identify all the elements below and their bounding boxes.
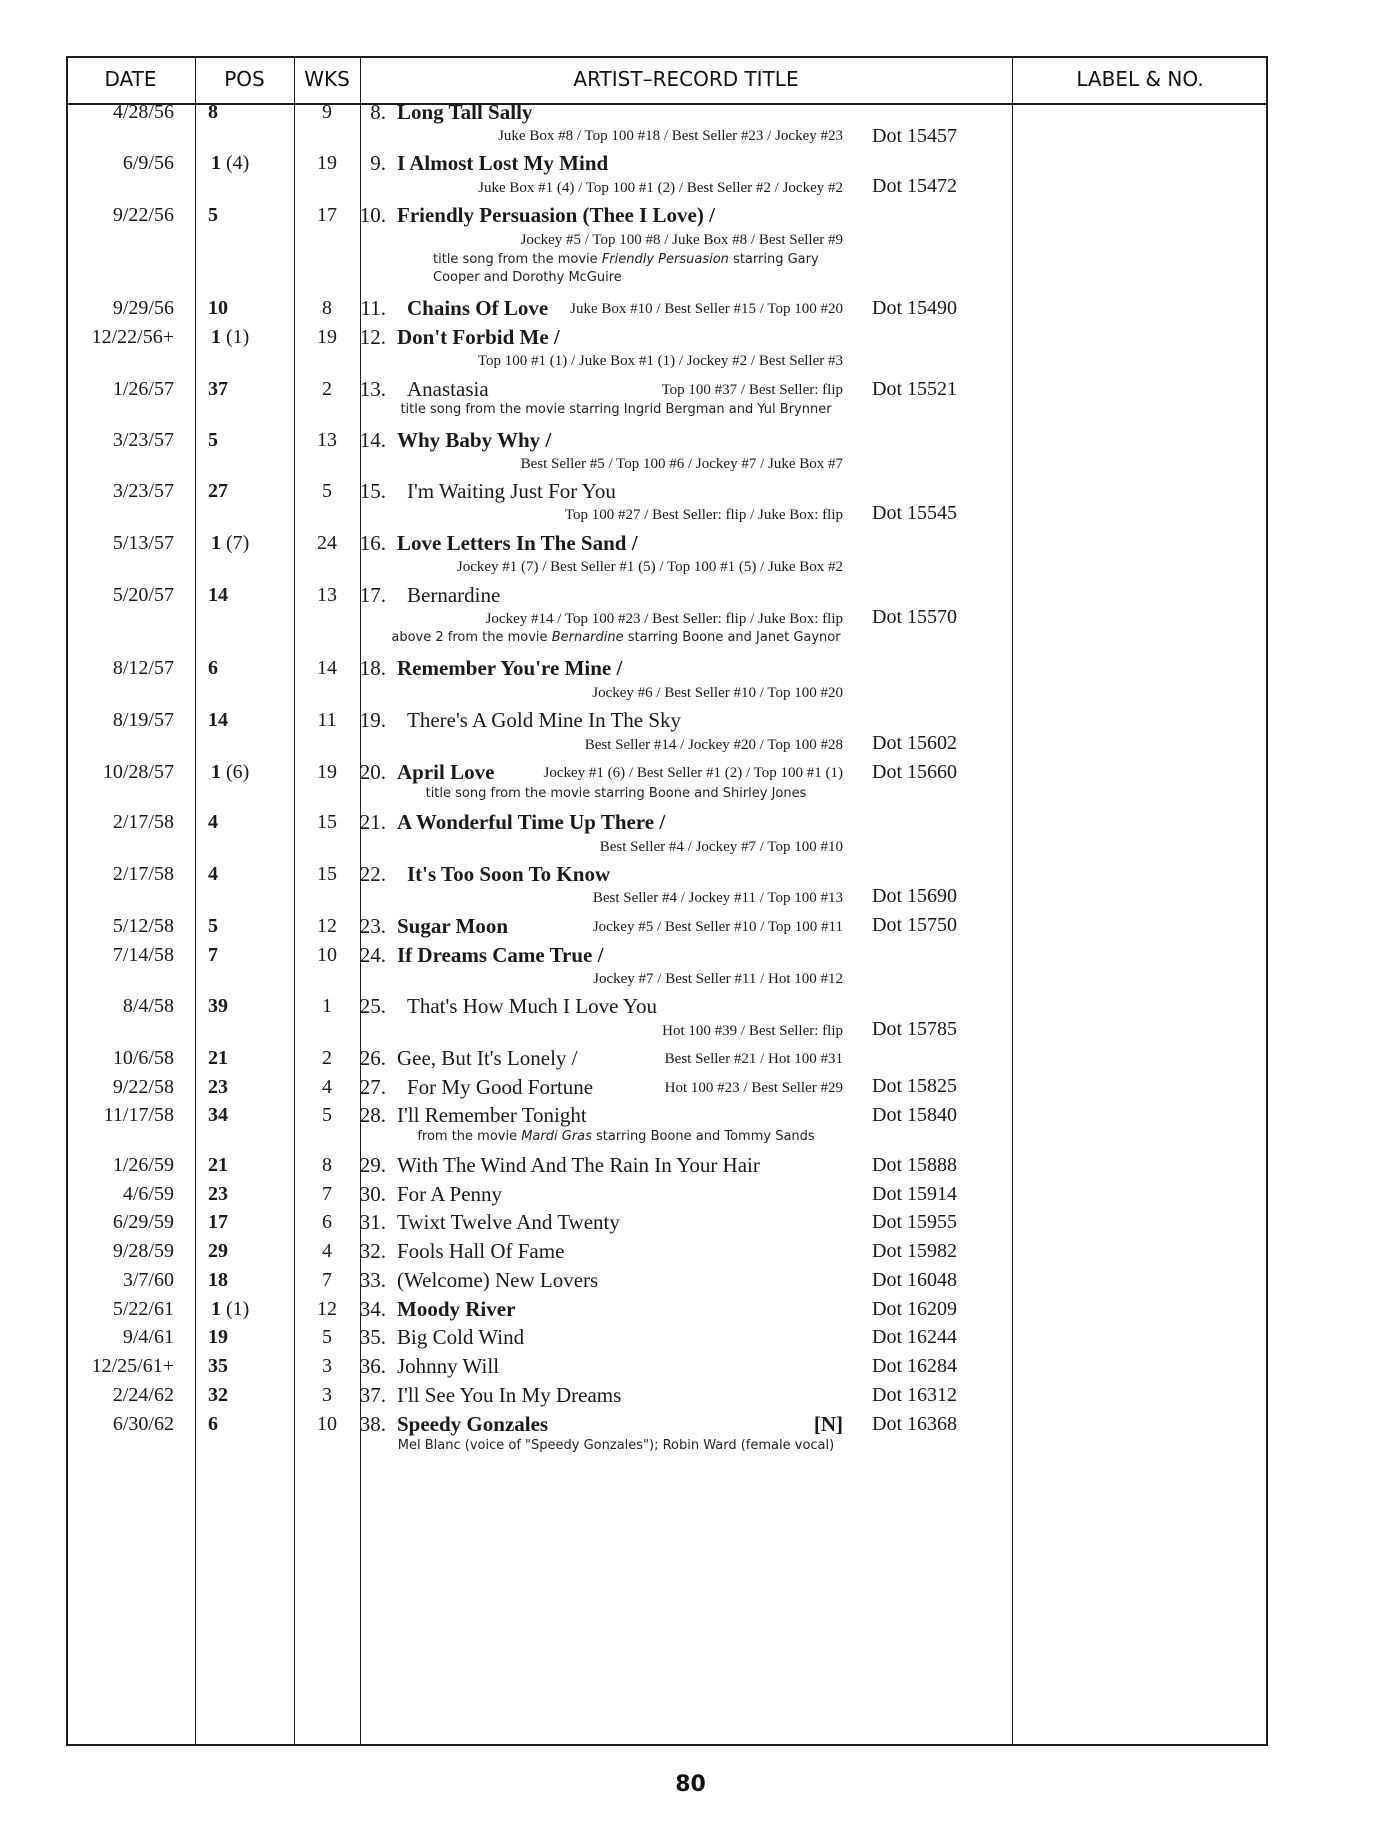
- entry-number: 17.: [359, 583, 386, 607]
- peak-position: 29: [208, 1240, 228, 1262]
- peak-position: 5: [208, 915, 218, 937]
- entry-number: 8.: [370, 100, 386, 124]
- peak-position: 1: [211, 152, 221, 174]
- entry-number: 35.: [359, 1325, 386, 1349]
- date-cell: 7/14/58: [112, 944, 174, 966]
- date-cell: 11/17/58: [103, 1104, 174, 1126]
- weeks-cell: 13: [317, 584, 337, 606]
- record-title: Why Baby Why /: [397, 428, 552, 452]
- chart-positions: Top 100 #27 / Best Seller: flip / Juke Box: flip: [564, 507, 843, 523]
- peak-position: 8: [208, 101, 218, 123]
- pos-cell: [211, 760, 301, 784]
- date-cell: 9/22/56: [112, 204, 174, 226]
- entry-number: 36.: [359, 1354, 386, 1378]
- record-title: Bernardine: [407, 583, 501, 607]
- record-title: Gee, But It's Lonely /: [397, 1046, 578, 1070]
- record-title: (Welcome) New Lovers: [397, 1268, 599, 1292]
- peak-position: 1: [211, 1298, 221, 1320]
- date-cell: 5/20/57: [112, 584, 174, 606]
- record-title: Anastasia: [407, 377, 489, 401]
- chart-positions: Top 100 #37 / Best Seller: flip: [661, 382, 843, 398]
- date-cell: 12/25/61+: [91, 1355, 174, 1377]
- peak-position: 14: [208, 709, 228, 731]
- date-cell: 6/9/56: [122, 152, 174, 174]
- entry-number: 38.: [359, 1412, 386, 1436]
- entry-number: 24.: [359, 943, 386, 967]
- chart-positions: Juke Box #8 / Top 100 #18 / Best Seller #23 / Jockey #23: [498, 128, 843, 144]
- weeks-cell: 10: [317, 944, 337, 966]
- pos-cell: [208, 862, 298, 886]
- label-number: Dot 15490: [872, 297, 957, 319]
- date-cell: 6/29/59: [112, 1211, 174, 1233]
- record-title: Moody River: [397, 1297, 516, 1321]
- entry-number: 23.: [359, 914, 386, 938]
- weeks-cell: 5: [322, 1104, 332, 1126]
- chart-positions: Best Seller #5 / Top 100 #6 / Jockey #7 / Juke Box #7: [520, 456, 843, 472]
- pos-cell: [208, 203, 298, 227]
- peak-position: 14: [208, 584, 228, 606]
- weeks-cell: 19: [317, 761, 337, 783]
- label-number: Dot 16368: [872, 1413, 957, 1435]
- entry-number: 12.: [359, 325, 386, 349]
- note-text: starring Gary Cooper and Dorothy McGuire: [433, 252, 819, 285]
- entry-number: 21.: [359, 810, 386, 834]
- pos-cell: [208, 1412, 298, 1436]
- weeks-cell: 5: [322, 480, 332, 502]
- label-number: Dot 16284: [872, 1355, 957, 1377]
- pos-cell: [208, 1182, 298, 1206]
- record-title: I'm Waiting Just For You: [407, 479, 616, 503]
- weeks-cell: 9: [322, 101, 332, 123]
- column-divider-title-label: [1012, 56, 1013, 1746]
- peak-position: 5: [208, 429, 218, 451]
- date-cell: 1/26/57: [112, 378, 174, 400]
- record-title: Love Letters In The Sand /: [397, 531, 638, 555]
- entry-note: title song from the movie starring Boone and Shirley Jones: [425, 786, 807, 801]
- weeks-at-number-one: (1): [226, 1298, 250, 1320]
- pos-cell: [208, 377, 298, 401]
- pos-cell: [208, 428, 298, 452]
- entry-number: 28.: [359, 1103, 386, 1127]
- record-title: With The Wind And The Rain In Your Hair: [397, 1153, 760, 1177]
- date-cell: 4/28/56: [112, 101, 174, 123]
- entry-number: 15.: [359, 479, 386, 503]
- pos-cell: [208, 1354, 298, 1378]
- entry-note: [433, 251, 853, 287]
- label-number: Dot 15660: [872, 761, 957, 783]
- peak-position: 4: [208, 811, 218, 833]
- weeks-cell: 14: [317, 657, 337, 679]
- pos-cell: [211, 1297, 301, 1321]
- record-title: There's A Gold Mine In The Sky: [407, 708, 682, 732]
- record-title: Sugar Moon: [397, 914, 509, 938]
- chart-positions: Juke Box #10 / Best Seller #15 / Top 100 #20: [570, 301, 843, 317]
- label-number: Dot 15457: [872, 125, 957, 147]
- record-title: Fools Hall Of Fame: [397, 1239, 565, 1263]
- peak-position: 1: [211, 326, 221, 348]
- label-number: Dot 16244: [872, 1326, 957, 1348]
- weeks-cell: 4: [322, 1076, 332, 1098]
- date-cell: 6/30/62: [112, 1413, 174, 1435]
- chart-positions: Top 100 #1 (1) / Juke Box #1 (1) / Jockey #2 / Best Seller #3: [477, 353, 843, 369]
- entry-number: 14.: [359, 428, 386, 452]
- entry-number: 20.: [359, 760, 386, 784]
- label-number: Dot 15750: [872, 914, 957, 936]
- entry-number: 37.: [359, 1383, 386, 1407]
- note-text: starring Boone and Tommy Sands: [591, 1129, 815, 1144]
- entry-number: 11.: [360, 296, 386, 320]
- label-number: Dot 15785: [872, 1018, 957, 1040]
- date-cell: 9/4/61: [122, 1326, 174, 1348]
- header-artist-record-title: ARTIST–RECORD TITLE: [573, 67, 799, 91]
- note-text: from the movie: [417, 1129, 522, 1144]
- chart-positions: Best Seller #4 / Jockey #11 / Top 100 #13: [592, 890, 843, 906]
- peak-position: 18: [208, 1269, 228, 1291]
- entry-number: 31.: [359, 1210, 386, 1234]
- label-number: Dot 15602: [872, 732, 957, 754]
- date-cell: 8/12/57: [112, 657, 174, 679]
- label-number: Dot 15840: [872, 1104, 957, 1126]
- weeks-at-number-one: (4): [226, 152, 250, 174]
- label-number: Dot 15825: [872, 1075, 957, 1097]
- chart-positions: Jockey #5 / Top 100 #8 / Juke Box #8 / Best Seller #9: [520, 232, 843, 248]
- date-cell: 3/23/57: [112, 429, 174, 451]
- record-title: A Wonderful Time Up There /: [397, 810, 666, 834]
- pos-cell: [208, 100, 298, 124]
- pos-cell: [208, 1383, 298, 1407]
- record-title: Friendly Persuasion (Thee I Love) /: [397, 203, 715, 227]
- pos-cell: [208, 479, 298, 503]
- label-number: Dot 15982: [872, 1240, 957, 1262]
- peak-position: 32: [208, 1384, 228, 1406]
- weeks-cell: 2: [322, 1047, 332, 1069]
- weeks-cell: 3: [322, 1384, 332, 1406]
- date-cell: 8/4/58: [122, 995, 174, 1017]
- pos-cell: [208, 1153, 298, 1177]
- novelty-tag: [N]: [813, 1412, 843, 1436]
- peak-position: 7: [208, 944, 218, 966]
- record-title: If Dreams Came True /: [397, 943, 604, 967]
- header-pos: POS: [224, 67, 265, 91]
- peak-position: 17: [208, 1211, 228, 1233]
- weeks-cell: 15: [317, 811, 337, 833]
- chart-positions: Jockey #7 / Best Seller #11 / Hot 100 #12: [593, 971, 843, 987]
- date-cell: 5/22/61: [112, 1298, 174, 1320]
- weeks-at-number-one: (7): [226, 532, 250, 554]
- weeks-cell: 15: [317, 863, 337, 885]
- pos-cell: [208, 914, 298, 938]
- peak-position: 6: [208, 657, 218, 679]
- entry-number: 29.: [359, 1153, 386, 1177]
- header-label-no: LABEL & NO.: [1076, 67, 1204, 91]
- label-number: Dot 16048: [872, 1269, 957, 1291]
- record-title: Chains Of Love: [407, 296, 549, 320]
- header-wks: WKS: [304, 67, 350, 91]
- weeks-cell: 7: [322, 1269, 332, 1291]
- page-number: 80: [675, 1772, 706, 1797]
- pos-cell: [208, 656, 298, 680]
- movie-title: Bernardine: [551, 630, 624, 645]
- peak-position: 34: [208, 1104, 228, 1126]
- peak-position: 6: [208, 1413, 218, 1435]
- date-cell: 10/6/58: [112, 1047, 174, 1069]
- peak-position: 1: [211, 532, 221, 554]
- entry-number: 22.: [359, 862, 386, 886]
- pos-cell: [208, 1210, 298, 1234]
- peak-position: 35: [208, 1355, 228, 1377]
- peak-position: 23: [208, 1076, 228, 1098]
- label-number: Dot 15472: [872, 175, 957, 197]
- note-text: starring Boone and Janet Gaynor: [623, 630, 841, 645]
- entry-number: 9.: [370, 151, 386, 175]
- label-number: Dot 15914: [872, 1183, 957, 1205]
- label-number: Dot 15888: [872, 1154, 957, 1176]
- entry-number: 19.: [359, 708, 386, 732]
- peak-position: 21: [208, 1154, 228, 1176]
- date-cell: 9/22/58: [112, 1076, 174, 1098]
- pos-cell: [208, 943, 298, 967]
- movie-title: Friendly Persuasion: [601, 252, 729, 267]
- weeks-cell: 11: [317, 709, 337, 731]
- chart-positions: Best Seller #14 / Jockey #20 / Top 100 #28: [584, 737, 843, 753]
- record-title: For My Good Fortune: [407, 1075, 594, 1099]
- label-number: Dot 15545: [872, 502, 957, 524]
- record-title: I'll See You In My Dreams: [397, 1383, 622, 1407]
- entry-number: 25.: [359, 994, 386, 1018]
- record-title: Don't Forbid Me /: [397, 325, 560, 349]
- date-cell: 5/13/57: [112, 532, 174, 554]
- date-cell: 10/28/57: [102, 761, 174, 783]
- entry-number: 32.: [359, 1239, 386, 1263]
- peak-position: 39: [208, 995, 228, 1017]
- peak-position: 37: [208, 378, 228, 400]
- date-cell: 9/29/56: [112, 297, 174, 319]
- weeks-cell: 1: [322, 995, 332, 1017]
- label-number: Dot 15570: [872, 606, 957, 628]
- record-title: Johnny Will: [397, 1354, 500, 1378]
- weeks-cell: 19: [317, 152, 337, 174]
- entry-number: 10.: [359, 203, 386, 227]
- record-title: For A Penny: [397, 1182, 503, 1206]
- label-number: Dot 15690: [872, 885, 957, 907]
- entry-number: 18.: [359, 656, 386, 680]
- chart-positions: Juke Box #1 (4) / Top 100 #1 (2) / Best Seller #2 / Jockey #2: [478, 180, 843, 196]
- weeks-cell: 12: [317, 1298, 337, 1320]
- pos-cell: [208, 994, 298, 1018]
- header-date: DATE: [104, 67, 157, 91]
- entry-number: 27.: [359, 1075, 386, 1099]
- date-cell: 8/19/57: [112, 709, 174, 731]
- weeks-cell: 4: [322, 1240, 332, 1262]
- weeks-cell: 3: [322, 1355, 332, 1377]
- entry-note: title song from the movie starring Ingrid Bergman and Yul Brynner: [400, 402, 832, 417]
- date-cell: 5/12/58: [112, 915, 174, 937]
- pos-cell: [208, 1103, 298, 1127]
- pos-cell: [208, 1046, 298, 1070]
- chart-positions: Best Seller #21 / Hot 100 #31: [664, 1051, 843, 1067]
- record-title: Remember You're Mine /: [397, 656, 623, 680]
- peak-position: 1: [211, 761, 221, 783]
- pos-cell: [211, 151, 301, 175]
- weeks-cell: 8: [322, 1154, 332, 1176]
- weeks-cell: 19: [317, 326, 337, 348]
- pos-cell: [211, 325, 301, 349]
- label-number: Dot 16209: [872, 1298, 957, 1320]
- record-title: April Love: [397, 760, 495, 784]
- chart-positions: Hot 100 #39 / Best Seller: flip: [662, 1023, 843, 1039]
- chart-positions: Jockey #1 (7) / Best Seller #1 (5) / Top 100 #1 (5) / Juke Box #2: [456, 559, 843, 575]
- weeks-cell: 13: [317, 429, 337, 451]
- pos-cell: [208, 1268, 298, 1292]
- pos-cell: [208, 583, 298, 607]
- date-cell: 4/6/59: [122, 1183, 174, 1205]
- record-title: Twixt Twelve And Twenty: [397, 1210, 620, 1234]
- peak-position: 4: [208, 863, 218, 885]
- peak-position: 27: [208, 480, 228, 502]
- date-cell: 2/24/62: [112, 1384, 174, 1406]
- entry-number: 16.: [359, 531, 386, 555]
- entry-note: [366, 629, 866, 647]
- date-cell: 1/26/59: [112, 1154, 174, 1176]
- chart-positions: Jockey #14 / Top 100 #23 / Best Seller: flip / Juke Box: flip: [485, 611, 843, 627]
- date-cell: 3/7/60: [122, 1269, 174, 1291]
- note-text: above 2 from the movie: [391, 630, 552, 645]
- movie-title: Mardi Gras: [521, 1129, 592, 1144]
- record-title: Speedy Gonzales: [397, 1412, 549, 1436]
- note-text: title song from the movie: [433, 252, 602, 267]
- entry-number: 33.: [359, 1268, 386, 1292]
- record-title: Big Cold Wind: [397, 1325, 525, 1349]
- pos-cell: [208, 1325, 298, 1349]
- entry-note: Mel Blanc (voice of "Speedy Gonzales"); Robin Ward (female vocal): [397, 1438, 835, 1453]
- column-divider-date-pos: [195, 56, 196, 1746]
- weeks-cell: 7: [322, 1183, 332, 1205]
- label-number: Dot 15955: [872, 1211, 957, 1233]
- entry-number: 13.: [359, 377, 386, 401]
- entry-number: 34.: [359, 1297, 386, 1321]
- record-title: I Almost Lost My Mind: [397, 151, 609, 175]
- label-number: Dot 16312: [872, 1384, 957, 1406]
- pos-cell: [211, 531, 301, 555]
- weeks-cell: 10: [317, 1413, 337, 1435]
- chart-positions: Best Seller #4 / Jockey #7 / Top 100 #10: [599, 839, 843, 855]
- peak-position: 10: [208, 297, 228, 319]
- weeks-cell: 12: [317, 915, 337, 937]
- record-title: That's How Much I Love You: [407, 994, 657, 1018]
- weeks-cell: 8: [322, 297, 332, 319]
- weeks-at-number-one: (6): [226, 761, 250, 783]
- weeks-cell: 5: [322, 1326, 332, 1348]
- date-cell: 2/17/58: [112, 811, 174, 833]
- weeks-cell: 24: [317, 532, 337, 554]
- date-cell: 2/17/58: [112, 863, 174, 885]
- date-cell: 12/22/56+: [91, 326, 174, 348]
- entry-number: 30.: [359, 1182, 386, 1206]
- chart-positions: Hot 100 #23 / Best Seller #29: [664, 1080, 843, 1096]
- pos-cell: [208, 296, 298, 320]
- weeks-at-number-one: (1): [226, 326, 250, 348]
- date-cell: 3/23/57: [112, 480, 174, 502]
- weeks-cell: 2: [322, 378, 332, 400]
- chart-positions: Jockey #5 / Best Seller #10 / Top 100 #11: [592, 919, 843, 935]
- pos-cell: [208, 810, 298, 834]
- chart-positions: Jockey #1 (6) / Best Seller #1 (2) / Top 100 #1 (1): [543, 765, 843, 781]
- date-cell: 9/28/59: [112, 1240, 174, 1262]
- chart-positions: Jockey #6 / Best Seller #10 / Top 100 #20: [592, 685, 843, 701]
- peak-position: 23: [208, 1183, 228, 1205]
- pos-cell: [208, 1075, 298, 1099]
- record-title: It's Too Soon To Know: [407, 862, 611, 886]
- record-title: Long Tall Sally: [397, 100, 533, 124]
- pos-cell: [208, 1239, 298, 1263]
- entry-note: [366, 1128, 866, 1146]
- entry-number: 26.: [359, 1046, 386, 1070]
- weeks-cell: 6: [322, 1211, 332, 1233]
- label-number: Dot 15521: [872, 378, 957, 400]
- peak-position: 19: [208, 1326, 228, 1348]
- peak-position: 5: [208, 204, 218, 226]
- peak-position: 21: [208, 1047, 228, 1069]
- pos-cell: [208, 708, 298, 732]
- record-title: I'll Remember Tonight: [397, 1103, 587, 1127]
- weeks-cell: 17: [317, 204, 337, 226]
